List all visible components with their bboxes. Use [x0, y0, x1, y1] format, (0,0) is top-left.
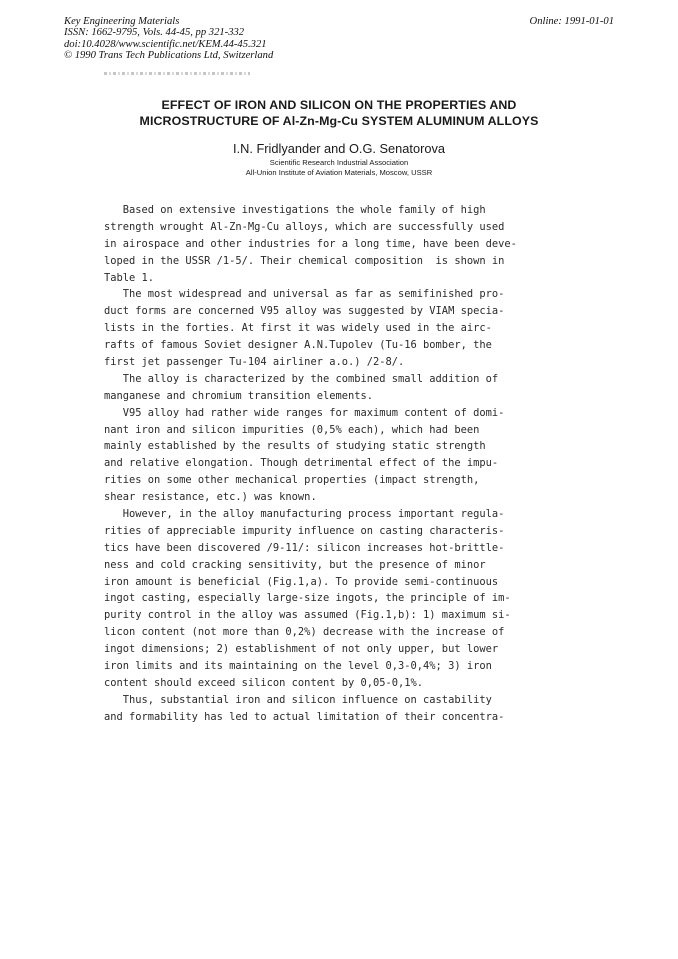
- body-line: rafts of famous Soviet designer A.N.Tupolev (Tu-16 bomber, the: [104, 339, 492, 352]
- paper-title: [0, 98, 678, 129]
- issn-line: ISSN: 1662-9795, Vols. 44-45, pp 321-332: [64, 27, 245, 39]
- body-line: mainly established by the results of studying static strength: [104, 440, 486, 453]
- publication-info: [64, 16, 273, 62]
- body-line: Table 1.: [104, 271, 155, 284]
- journal-name: Key Engineering Materials: [64, 16, 180, 27]
- body-line: The most widespread and universal as far as semifinished pro-: [104, 288, 505, 301]
- body-line: nant iron and silicon impurities (0,5% each), which had been: [104, 423, 480, 436]
- affiliation-line: Scientific Research Industrial Association: [269, 158, 409, 167]
- body-line: Based on extensive investigations the whole family of high: [104, 204, 486, 216]
- affiliation-line: All-Union Institute of Aviation Materials, Moscow, USSR: [245, 168, 433, 178]
- body-line: first jet passenger Tu-104 airliner a.o.) /2-8/.: [104, 356, 405, 369]
- copyright-line: © 1990 Trans Tech Publications Ltd, Switzerland: [64, 50, 274, 62]
- body-line: iron limits and its maintaining on the level 0,3-0,4%; 3) iron: [104, 660, 492, 673]
- online-date: Online: 1991-01-01: [529, 16, 614, 27]
- body-line: Thus, substantial iron and silicon influence on castability: [104, 693, 492, 706]
- body-line: in airospace and other industries for a long time, have been deve-: [104, 237, 517, 250]
- body-text: [104, 202, 544, 726]
- body-line: ness and cold cracking sensitivity, but the presence of minor: [104, 558, 486, 571]
- body-line: tics have been discovered /9-11/: silicon increases hot-brittle-: [104, 541, 505, 554]
- body-line: The alloy is characterized by the combined small addition of: [104, 372, 499, 385]
- body-line: manganese and chromium transition elements.: [104, 389, 373, 402]
- affiliations: [0, 158, 678, 178]
- doi-line: doi:10.4028/www.scientific.net/KEM.44-45.321: [64, 38, 267, 50]
- authors: I.N. Fridlyander and O.G. Senatorova: [233, 141, 445, 156]
- body-line: content should exceed silicon content by 0,05-0,1%.: [104, 676, 424, 689]
- scan-artifact: [104, 72, 250, 75]
- body-line: ingot dimensions; 2) establishment of not only upper, but lower: [104, 643, 499, 656]
- body-line: V95 alloy had rather wide ranges for maximum content of domi-: [104, 406, 505, 419]
- body-line: licon content (not more than 0,2%) decrease with the increase of: [104, 626, 505, 639]
- body-line: rities on some other mechanical properties (impact strength,: [104, 474, 480, 487]
- body-line: purity control in the alloy was assumed (Fig.1,b): 1) maximum si-: [104, 609, 511, 622]
- body-line: lists in the forties. At first it was widely used in the airc-: [104, 322, 492, 335]
- body-line: and relative elongation. Though detrimental effect of the impu-: [104, 457, 499, 470]
- body-line: and formability has led to actual limitation of their concentra-: [104, 710, 505, 723]
- body-line: ingot casting, especially large-size ingots, the principle of im-: [104, 592, 511, 605]
- body-line: loped in the USSR /1-5/. Their chemical composition is shown in: [104, 254, 505, 267]
- body-line: iron amount is beneficial (Fig.1,a). To provide semi-continuous: [104, 575, 499, 588]
- title-line: MICROSTRUCTURE OF Al-Zn-Mg-Cu SYSTEM ALUMINUM ALLOYS: [139, 113, 539, 128]
- title-line: EFFECT OF IRON AND SILICON ON THE PROPERTIES AND: [161, 98, 517, 112]
- body-line: strength wrought Al-Zn-Mg-Cu alloys, which are successfully used: [104, 220, 505, 233]
- body-line: shear resistance, etc.) was known.: [104, 491, 317, 504]
- body-line: rities of appreciable impurity influence on casting characteris-: [104, 524, 505, 537]
- body-line: However, in the alloy manufacturing process important regula-: [104, 508, 505, 521]
- body-line: duct forms are concerned V95 alloy was suggested by VIAM specia-: [104, 305, 505, 318]
